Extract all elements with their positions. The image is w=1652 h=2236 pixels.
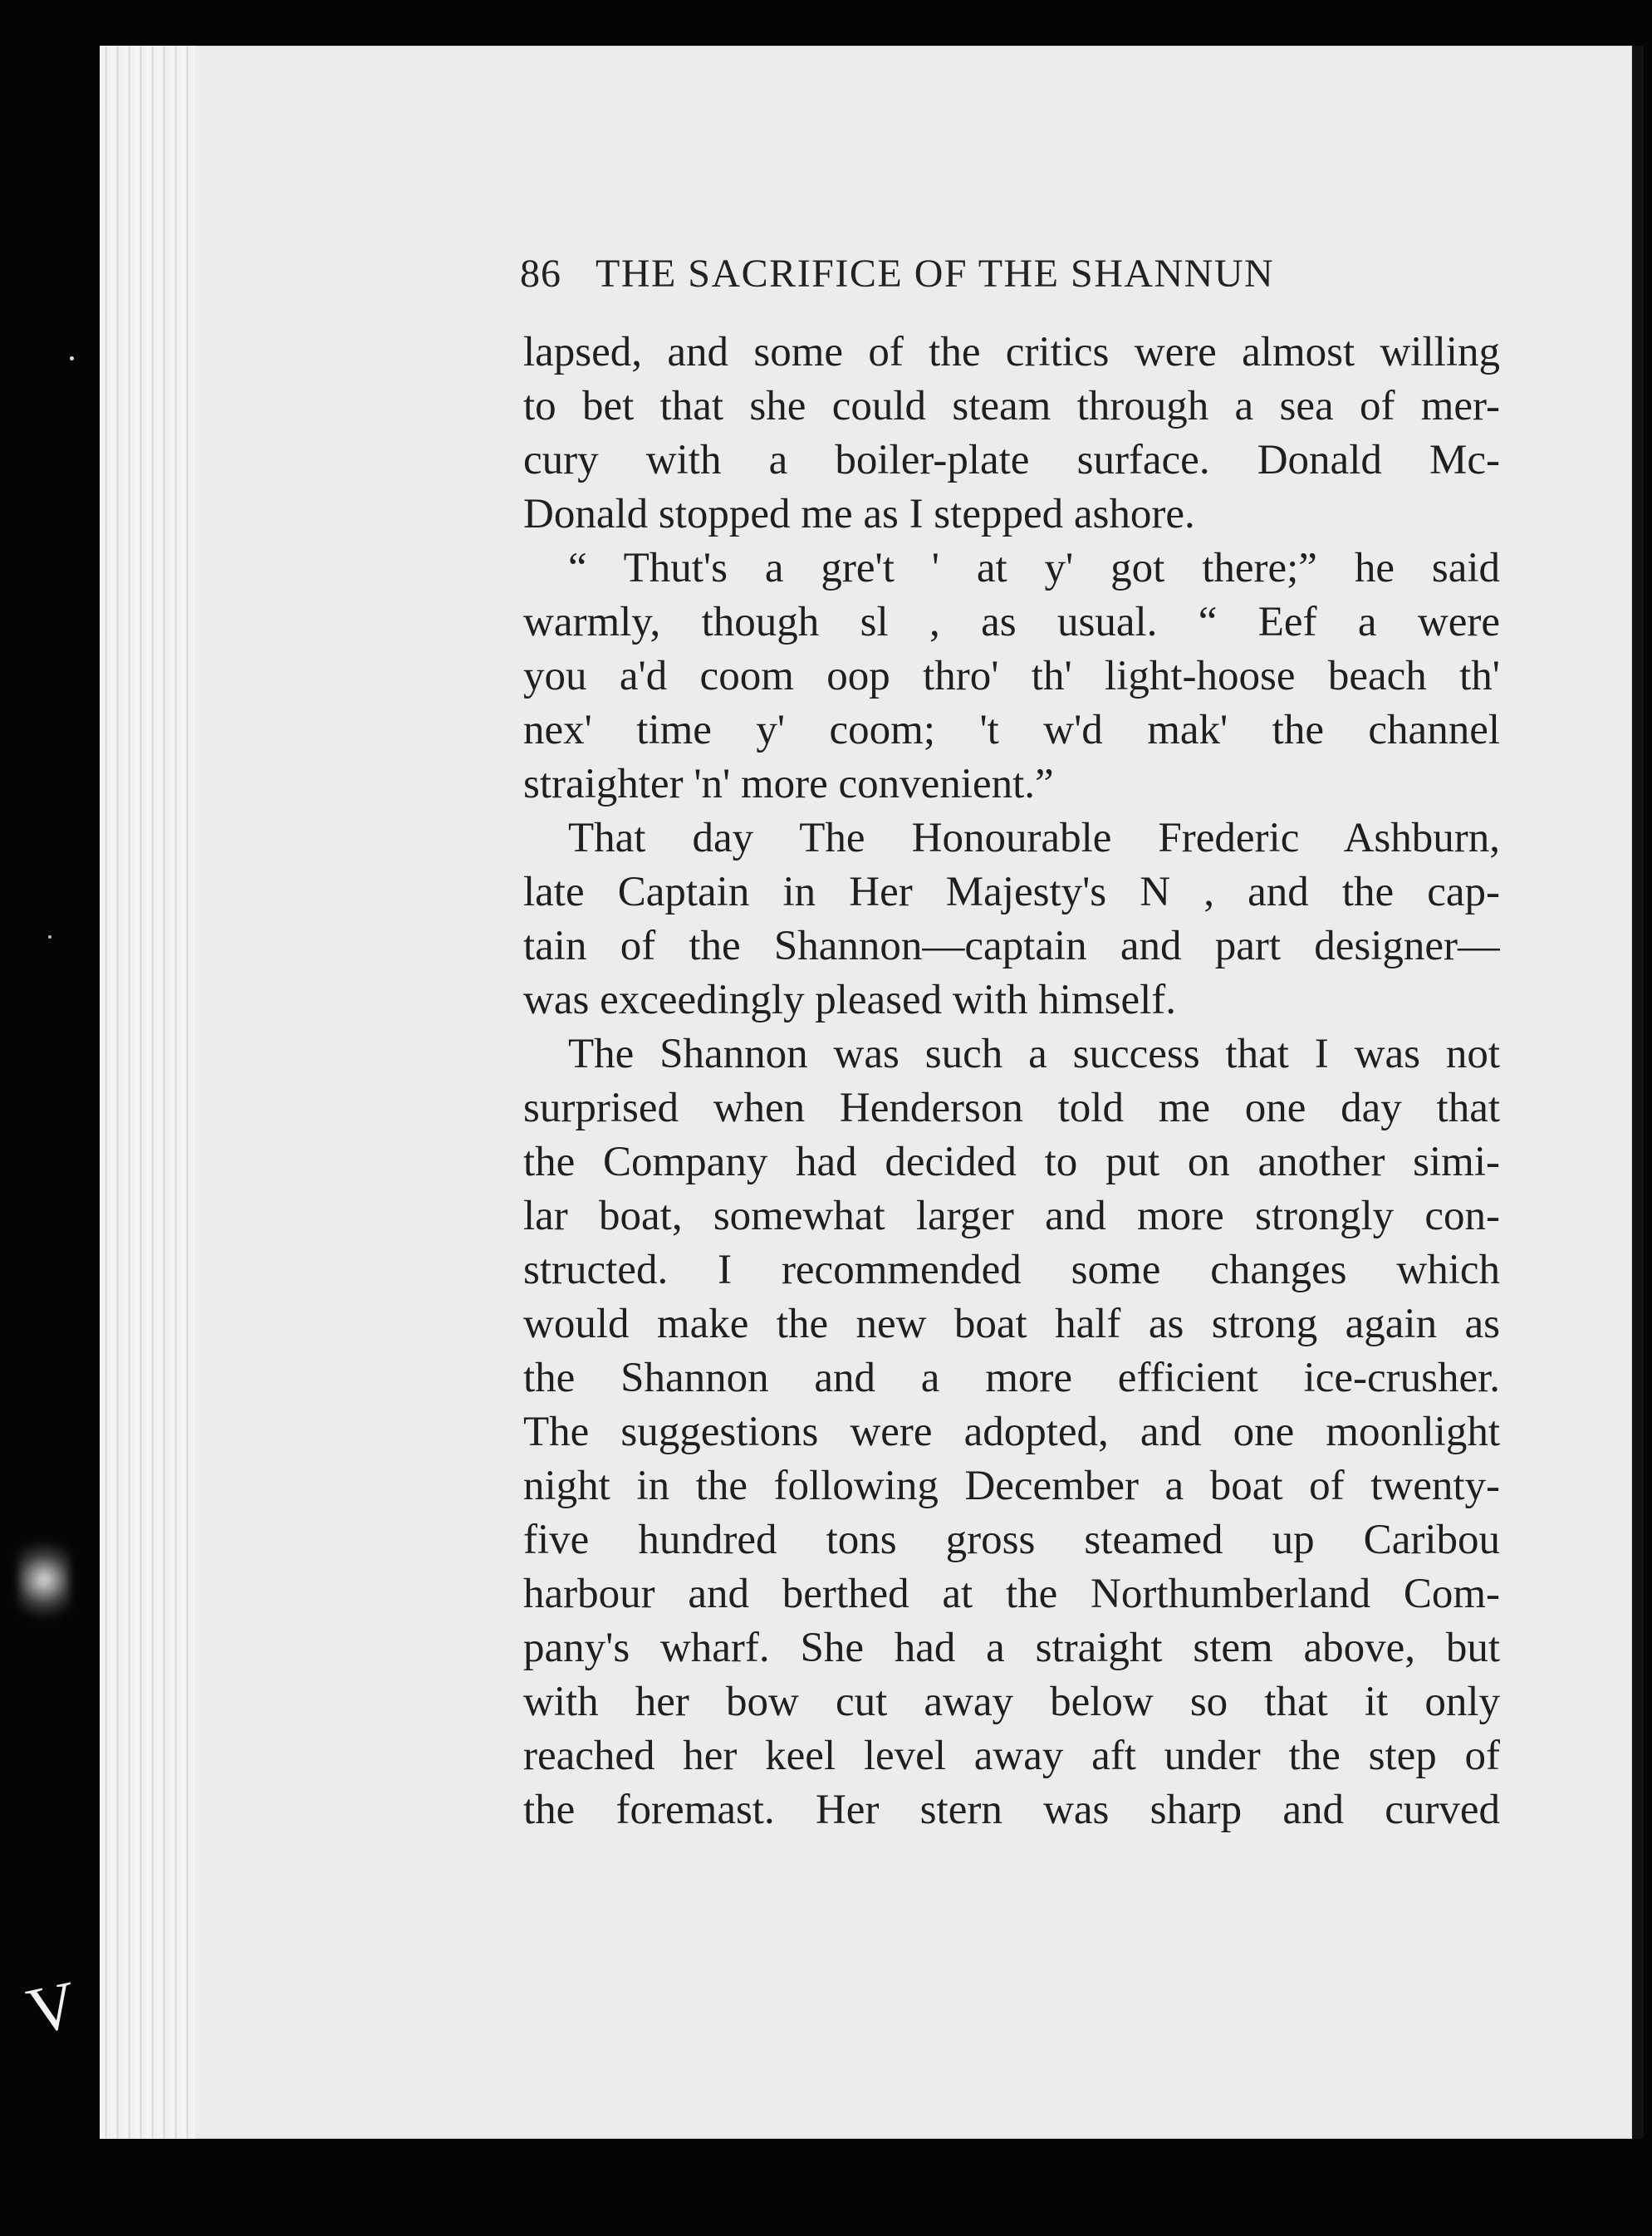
scan-speck xyxy=(48,935,51,939)
text-line: five hundred tons gross steamed up Caribou xyxy=(523,1517,1500,1563)
body-text xyxy=(523,326,1500,1837)
text-line: That day The Honourable Frederic Ashburn, xyxy=(568,815,1500,861)
margin-mark: V xyxy=(21,1967,84,2050)
text-line: The Shannon was such a success that I was not xyxy=(568,1031,1500,1077)
text-line: you a'd coom oop thro' th' light-hoose beach th' xyxy=(523,653,1500,699)
text-line: pany's wharf. She had a straight stem above, but xyxy=(523,1625,1500,1671)
running-title: THE SACRIFICE OF THE SHANNUN xyxy=(596,252,1275,296)
text-line: “ Thut's a gre't ' at y' got there;” he said xyxy=(568,545,1500,591)
text-line: was exceedingly pleased with himself. xyxy=(523,977,1177,1023)
text-line: late Captain in Her Majesty's N , and the cap- xyxy=(523,869,1500,915)
scan-speck xyxy=(70,356,74,360)
text-line: structed. I recommended some changes which xyxy=(523,1247,1500,1293)
text-line: night in the following December a boat of twenty- xyxy=(523,1463,1500,1509)
scan-glare xyxy=(18,1530,70,1630)
text-line: warmly, though sl , as usual. “ Eef a were xyxy=(523,599,1500,645)
text-line: The suggestions were adopted, and one moonlight xyxy=(523,1409,1500,1455)
text-line: to bet that she could steam through a sea of mer- xyxy=(523,383,1500,429)
text-line: the Company had decided to put on another simi- xyxy=(523,1139,1500,1185)
text-line: the Shannon and a more efficient ice-crusher. xyxy=(523,1355,1500,1401)
text-line: reached her keel level away aft under the step of xyxy=(523,1733,1500,1779)
page-edge-stack xyxy=(100,46,195,2139)
page-header xyxy=(520,251,1367,304)
text-line: lar boat, somewhat larger and more strongly con- xyxy=(523,1193,1500,1239)
text-line: nex' time y' coom; 't w'd mak' the channel xyxy=(523,707,1500,753)
text-line: surprised when Henderson told me one day that xyxy=(523,1085,1500,1131)
text-line: cury with a boiler-plate surface. Donald Mc- xyxy=(523,437,1500,483)
text-line: would make the new boat half as strong again as xyxy=(523,1301,1500,1347)
text-line: tain of the Shannon—captain and part designer— xyxy=(523,923,1500,969)
binding-shadow xyxy=(1632,46,1644,2139)
text-line: harbour and berthed at the Northumberland Com- xyxy=(523,1571,1500,1617)
page-number: 86 xyxy=(520,252,561,296)
text-line: the foremast. Her stern was sharp and curved xyxy=(523,1787,1500,1833)
text-line: Donald stopped me as I stepped ashore. xyxy=(523,491,1195,537)
text-line: with her bow cut away below so that it only xyxy=(523,1679,1500,1725)
text-line: straighter 'n' more convenient.” xyxy=(523,761,1054,807)
text-line: lapsed, and some of the critics were almost willing xyxy=(523,329,1500,375)
